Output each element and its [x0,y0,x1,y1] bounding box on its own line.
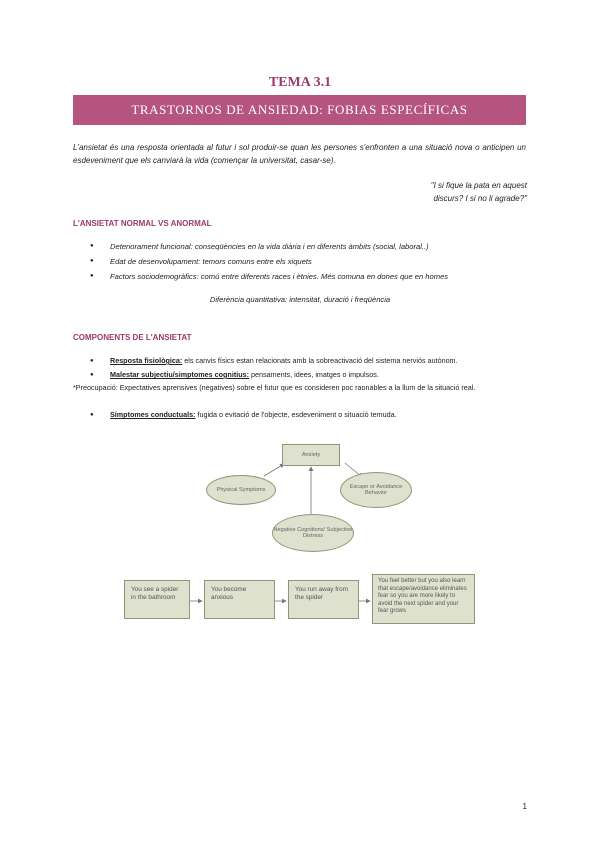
intro-paragraph: L'ansietat és una resposta orientada al futur i sol produir-se quan les persones s'enfronten a una situació nova o anticipen un esdeveniment que els canviarà la vida (començar la universitat, casar-se). [73,143,526,165]
section-heading-normal-vs-abnormal: L'ANSIETAT NORMAL VS ANORMAL [73,219,212,228]
section-heading-components: COMPONENTS DE L'ANSIETAT [73,333,192,342]
list-item: ● Edat de desenvolupament: temors comuns entre els xiquets [90,254,526,269]
diagram-physical-symptoms: Physical Symptoms [206,475,276,505]
arrow-left-to-center [264,464,284,476]
item-text: els canvis físics estan relacionats amb la sobreactivació del sistema nerviós autònom. [182,356,458,365]
list-item: ● Factors sociodemogràfics: comú entre diferents races i ètnies. Més comuna en dones que en homes [90,269,526,284]
worry-note: *Preocupació: Expectatives aprensives (negatives) sobre el futur que es consideren poc raonables a la llum de la situació real. [73,383,476,392]
page-title: TEMA 3.1 [268,75,332,90]
quantitative-difference: Diferència quantitativa: intensitat, duració i freqüència [209,295,391,304]
diagram-negative-cognitions: Negative Cognitions/ Subjective Distress [272,514,354,552]
flow-step-1: You see a spider in the bathroom [124,580,190,619]
flow-step-4: You feel better but you also learn that escape/avoidance eliminates fear so you are more likely to avoid the next spider and your fear grows [372,574,475,624]
page-number: 1 [522,802,527,811]
quote-line-1: "I si fique la pata en aquest [430,181,527,190]
flow-step-3: You run away from the spider [288,580,359,619]
quote-line-2: discurs? I si no li agrade?" [433,194,527,203]
list-item: ● Deteriorament funcional: conseqüències en la vida diària i en diferents àmbits (social, laboral..) [90,239,526,254]
diagram-anxiety-box: Anxiety [282,444,340,466]
flow-step-2: You become anxious [204,580,275,619]
item-text: fugida o evitació de l'objecte, esdeveniment o situació temuda. [195,410,397,419]
item-label: Símptomes conductuals: [110,410,196,419]
item-label: Malestar subjectiu/simptomes cognitius: [110,370,249,379]
section-banner: TRASTORNOS DE ANSIEDAD: FOBIAS ESPECÍFICAS [73,95,526,125]
item-text: pensaments, idees, imatges o impulsos. [249,370,379,379]
item-label: Resposta fisiològica: [110,356,183,365]
diagram-escape-avoidance: Escape or Avoidance Behavior [340,472,412,508]
